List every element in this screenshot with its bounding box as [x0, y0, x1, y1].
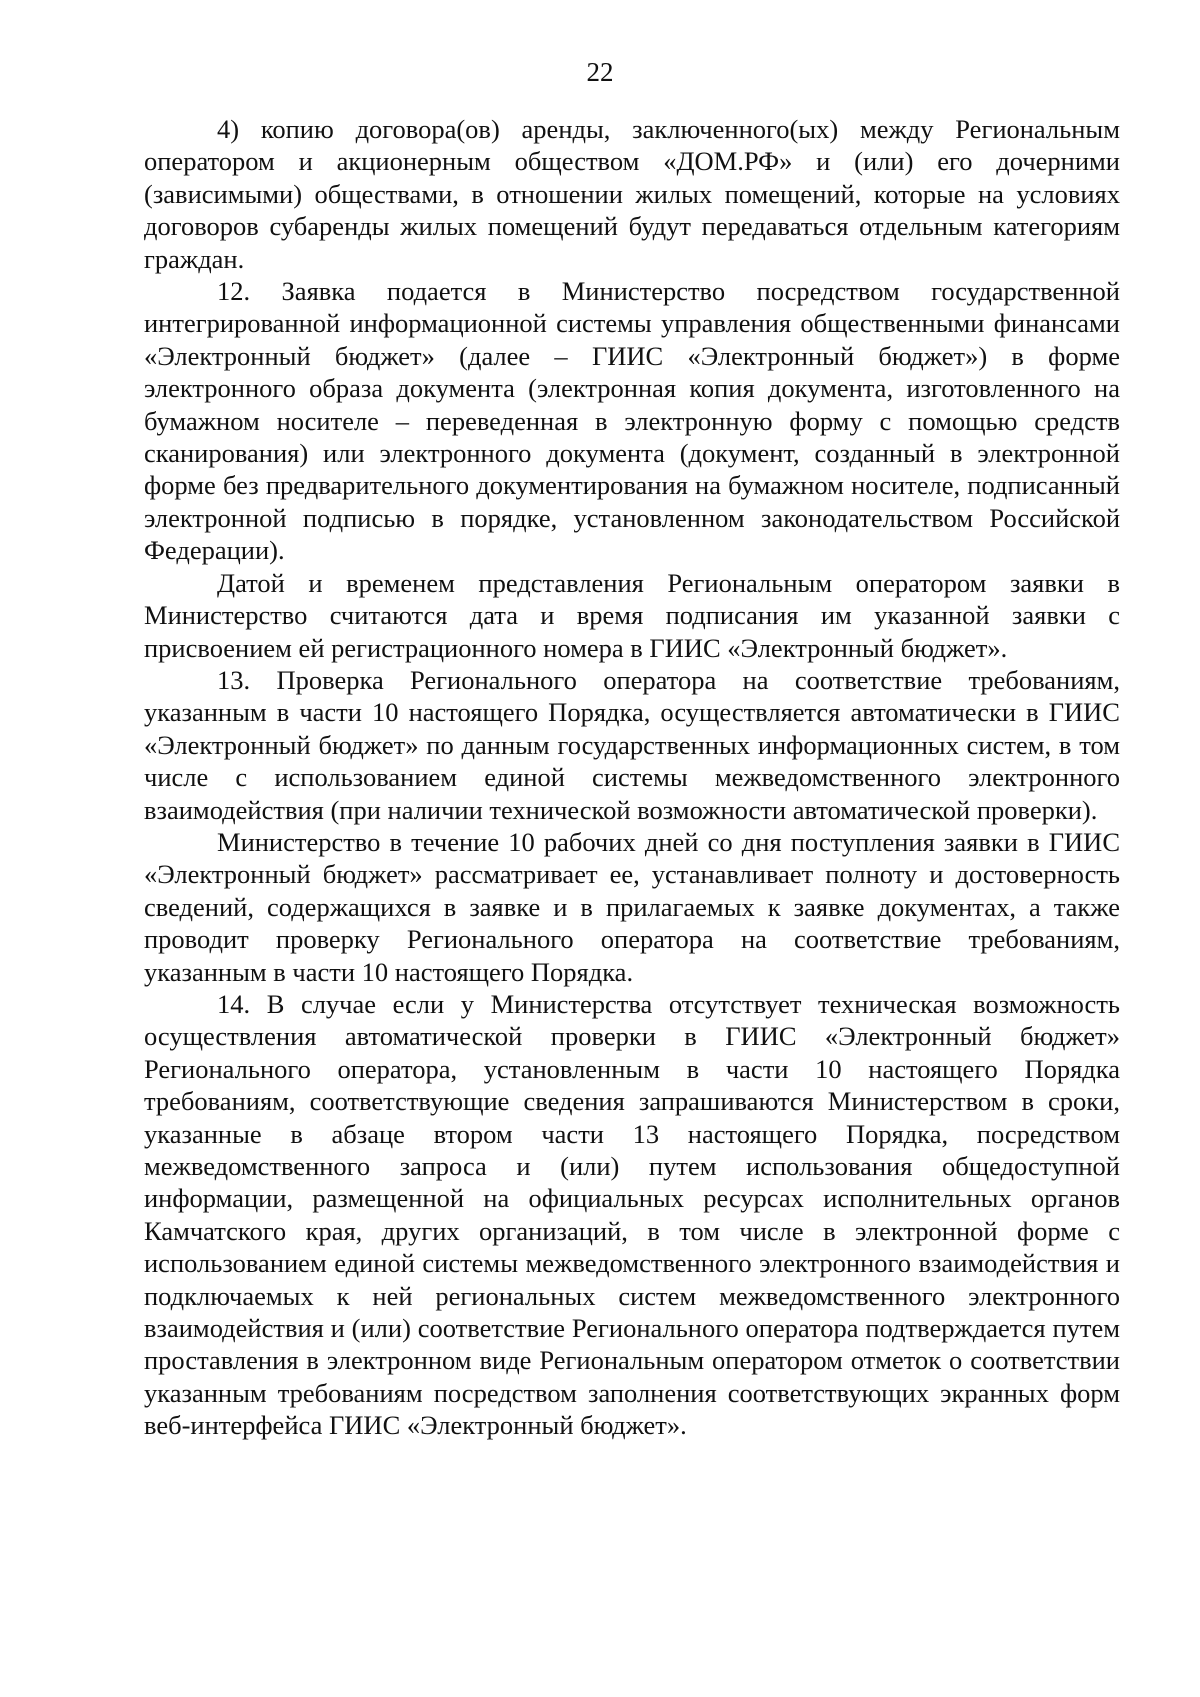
document-body [144, 113, 1120, 1442]
paragraph-13-operator-check: 13. Проверка Регионального оператора на соответствие требованиям, указанным в части 10 настоящего Порядка, осуществляется автоматически в ГИИС «Электронный бюджет» по данным государственных информационных систем, в том числе с использованием единой системы межведомственного электронного взаимодействия (при наличии технической возможности автоматической проверки). [144, 664, 1120, 825]
paragraph-14-manual-verification: 14. В случае если у Министерства отсутствует техническая возможность осуществления автоматической проверки в ГИИС «Электронный бюджет» Регионального оператора, установленным в части 10 настоящего Порядка требованиям, соответствующие сведения запрашиваются Министерством в сроки, указанные в абзаце втором части 13 настоящего Порядка, посредством межведомственного запроса и (или) путем использования общедоступной информации, размещенной на официальных ресурсах исполнительных органов Камчатского края, других организаций, в том числе в электронной форме с использованием единой системы межведомственного электронного взаимодействия и подключаемых к ней региональных систем межведомственного электронного взаимодействия и (или) соответствие Регионального оператора подтверждается путем проставления в электронном виде Региональным оператором отметок о соответствии указанным требованиям посредством заполнения соответствующих экранных форм веб-интерфейса ГИИС «Электронный бюджет». [144, 988, 1120, 1441]
paragraph-item-4-lease-copy: 4) копию договора(ов) аренды, заключенного(ых) между Региональным оператором и акционерным обществом «ДОМ.РФ» и (или) его дочерними (зависимыми) обществами, в отношении жилых помещений, которые на условиях договоров субаренды жилых помещений будут передаваться отдельным категориям граждан. [144, 114, 1120, 274]
page-number: 22 [586, 57, 614, 87]
paragraph-12-application-submission: 12. Заявка подается в Министерство посредством государственной интегрированной информационной системы управления общественными финансами «Электронный бюджет» (далее – ГИИС «Электронный бюджет») в форме электронного образа документа (электронная копия документа, изготовленного на бумажном носителе – переведенная в электронную форму с помощью средств сканирования) или электронного документа (документ, созданный в электронной форме без предварительного документирования на бумажном носителе, подписанный электронной подписью в порядке, установленном законодательством Российской Федерации). [144, 276, 1120, 566]
paragraph-ministry-review: Министерство в течение 10 рабочих дней со дня поступления заявки в ГИИС «Электронный бюджет» рассматривает ее, устанавливает полноту и достоверность сведений, содержащихся в заявке и в прилагаемых к заявке документах, а также проводит проверку Регионального оператора на соответствие требованиям, указанным в части 10 настоящего Порядка. [144, 826, 1120, 987]
paragraph-submission-date: Датой и временем представления Региональным оператором заявки в Министерство считаются дата и время подписания им указанной заявки с присвоением ей регистрационного номера в ГИИС «Электронный бюджет». [144, 567, 1120, 663]
